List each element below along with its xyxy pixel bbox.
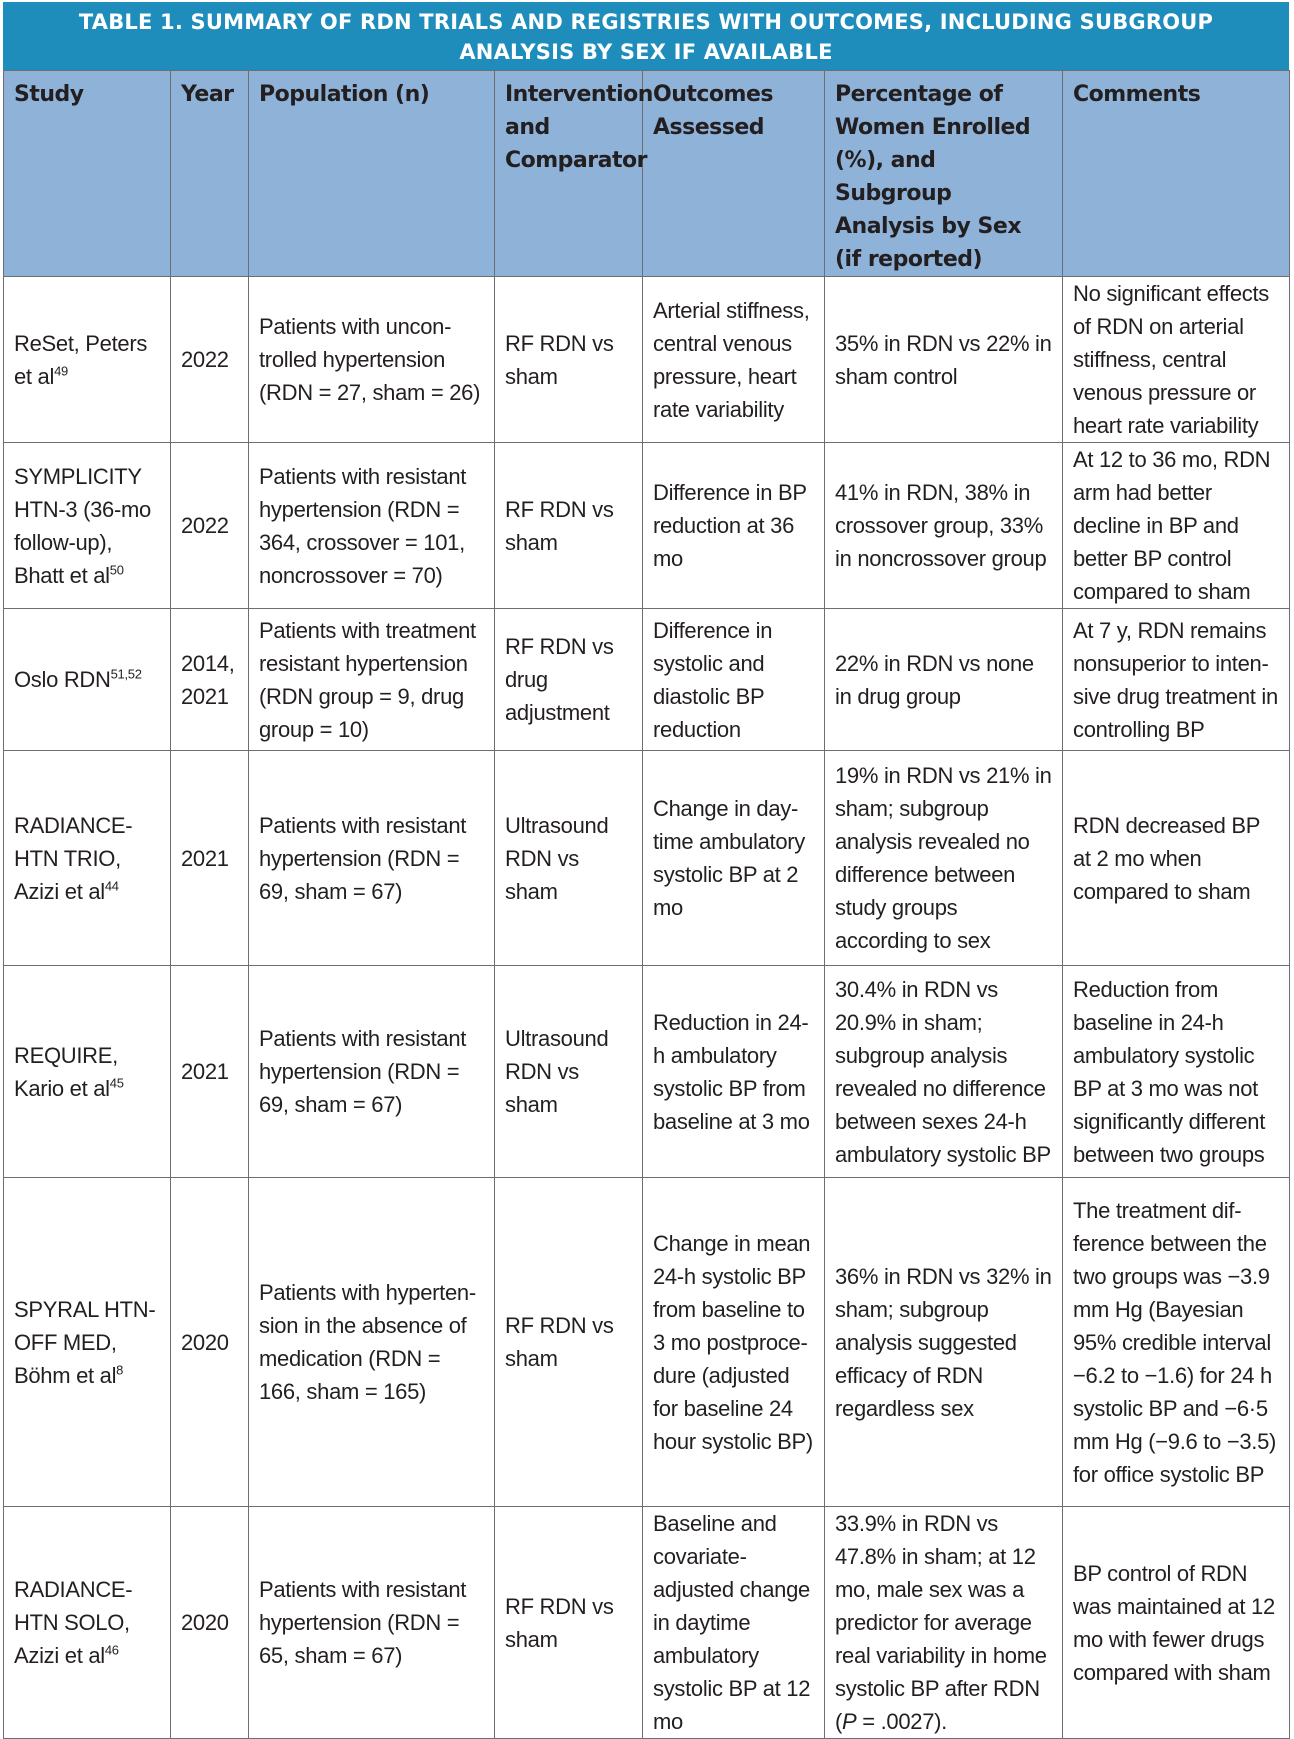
cell-population: Patients with resistant hypertension (RDN = 69, sham = 67) xyxy=(249,751,495,966)
cell-year: 2021 xyxy=(171,966,249,1178)
table-row xyxy=(4,609,1290,751)
cell-outcomes: Reduction in 24-h ambulatory systolic BP from baseline at 3 mo xyxy=(643,966,825,1178)
study-name: SPYRAL HTN-OFF MED, Böhm et al xyxy=(14,1296,156,1388)
study-name: Oslo RDN xyxy=(14,667,111,692)
cell-year: 2021 xyxy=(171,751,249,966)
cell-year: 2022 xyxy=(171,443,249,609)
table-row xyxy=(4,1507,1290,1739)
p-value-symbol: P xyxy=(842,1709,857,1734)
cell-women: 22% in RDN vs none in drug group xyxy=(825,609,1063,751)
study-name: SYMPLICITY HTN-3 (36-mo follow-up), Bhatt et al xyxy=(14,463,151,588)
cell-women: 30.4% in RDN vs 20.9% in sham; subgroup analysis revealed no difference between sexes 24-h ambulatory systolic BP xyxy=(825,966,1063,1178)
cell-outcomes: Change in daytime ambulatory systolic BP at 2 mo xyxy=(643,751,825,966)
table-title: TABLE 1. SUMMARY OF RDN TRIALS AND REGISTRIES WITH OUTCOMES, INCLUDING SUBGROUP ANALYSIS BY SEX IF AVAILABLE xyxy=(3,2,1289,70)
cell-women: 35% in RDN vs 22% in sham control xyxy=(825,277,1063,443)
header-year: Year xyxy=(171,71,249,277)
cell-women: 19% in RDN vs 21% in sham; subgroup analysis revealed no difference between study groups according to sex xyxy=(825,751,1063,966)
cell-population: Patients with hypertension in the absence of medication (RDN = 166, sham = 165) xyxy=(249,1178,495,1507)
cell-intervention: Ultrasound RDN vs sham xyxy=(495,751,643,966)
header-study: Study xyxy=(4,71,171,277)
cell-study xyxy=(4,751,171,966)
cell-comments: No significant effects of RDN on arterial stiffness, central venous pressure or heart rate variability xyxy=(1063,277,1290,443)
reference-number: 44 xyxy=(104,878,119,894)
cell-study xyxy=(4,277,171,443)
cell-study xyxy=(4,1507,171,1739)
table-row xyxy=(4,751,1290,966)
cell-intervention: Ultrasound RDN vs sham xyxy=(495,966,643,1178)
header-women: Percentage of Women Enrolled (%), and Subgroup Analysis by Sex (if reported) xyxy=(825,71,1063,277)
cell-population: Patients with resistant hypertension (RDN = 69, sham = 67) xyxy=(249,966,495,1178)
cell-outcomes: Baseline and covariate-adjusted change in daytime ambulatory systolic BP at 12 mo xyxy=(643,1507,825,1739)
header-intervention: Intervention and Comparator xyxy=(495,71,643,277)
reference-number: 49 xyxy=(54,363,68,379)
cell-study xyxy=(4,609,171,751)
cell-population: Patients with treatment resistant hypertension (RDN group = 9, drug group = 10) xyxy=(249,609,495,751)
cell-intervention: RF RDN vs drug adjustment xyxy=(495,609,643,751)
table-row xyxy=(4,966,1290,1178)
cell-year: 2014, 2021 xyxy=(171,609,249,751)
cell-outcomes: Difference in systolic and diastolic BP reduction xyxy=(643,609,825,751)
reference-number: 46 xyxy=(104,1642,119,1658)
study-name: ReSet, Peters et al xyxy=(14,330,148,389)
rdn-trials-table xyxy=(3,70,1290,1739)
table-container xyxy=(3,2,1289,1739)
cell-year: 2020 xyxy=(171,1507,249,1739)
study-name: RADIANCE-HTN TRIO, Azizi et al xyxy=(14,812,133,904)
cell-intervention: RF RDN vs sham xyxy=(495,1507,643,1739)
table-row xyxy=(4,1178,1290,1507)
cell-population: Patients with resistant hypertension (RDN = 65, sham = 67) xyxy=(249,1507,495,1739)
cell-population: Patients with uncontrolled hypertension (RDN = 27, sham = 26) xyxy=(249,277,495,443)
cell-comments: BP control of RDN was maintained at 12 mo with fewer drugs compared with sham xyxy=(1063,1507,1290,1739)
table-row xyxy=(4,443,1290,609)
header-row xyxy=(4,71,1290,277)
cell-comments: The treatment difference between the two groups was −3.9 mm Hg (Bayesian 95% credible interval −6.2 to −1.6) for 24 h systolic BP and −6·5 mm Hg (−9.6 to −3.5) for office systolic BP xyxy=(1063,1178,1290,1507)
reference-number: 8 xyxy=(116,1362,124,1378)
reference-number: 45 xyxy=(109,1075,124,1091)
cell-intervention: RF RDN vs sham xyxy=(495,1178,643,1507)
women-text: 33.9% in RDN vs 47.8% in sham; at 12 mo, male sex was a predictor for average real variability in home systolic BP after RDN ( xyxy=(835,1511,1047,1734)
cell-study xyxy=(4,966,171,1178)
cell-women: 36% in RDN vs 32% in sham; subgroup analysis suggested efficacy of RDN regardless sex xyxy=(825,1178,1063,1507)
header-outcomes: Outcomes Assessed xyxy=(643,71,825,277)
cell-comments: RDN decreased BP at 2 mo when compared to sham xyxy=(1063,751,1290,966)
table-row xyxy=(4,277,1290,443)
cell-outcomes: Difference in BP reduction at 36 mo xyxy=(643,443,825,609)
header-population: Population (n) xyxy=(249,71,495,277)
header-comments: Comments xyxy=(1063,71,1290,277)
study-name: RADIANCE-HTN SOLO, Azizi et al xyxy=(14,1577,133,1668)
cell-year: 2020 xyxy=(171,1178,249,1507)
cell-women xyxy=(825,1507,1063,1739)
cell-comments: At 7 y, RDN remains nonsuperior to intensive drug treatment in controlling BP xyxy=(1063,609,1290,751)
cell-intervention: RF RDN vs sham xyxy=(495,277,643,443)
cell-study xyxy=(4,443,171,609)
reference-number: 50 xyxy=(109,562,124,578)
cell-outcomes: Arterial stiffness, central venous pressure, heart rate variability xyxy=(643,277,825,443)
reference-number: 51,52 xyxy=(110,666,142,682)
cell-outcomes: Change in mean 24-h systolic BP from baseline to 3 mo postprocedure (adjusted for baseline 24 hour systolic BP) xyxy=(643,1178,825,1507)
cell-year: 2022 xyxy=(171,277,249,443)
cell-women: 41% in RDN, 38% in crossover group, 33% in noncrossover group xyxy=(825,443,1063,609)
women-text-end: = .0027). xyxy=(856,1709,947,1734)
cell-population: Patients with resistant hypertension (RDN = 364, crossover = 101, noncrossover = 70) xyxy=(249,443,495,609)
cell-comments: Reduction from baseline in 24-h ambulatory systolic BP at 3 mo was not significantly different between two groups xyxy=(1063,966,1290,1178)
study-name: REQUIRE, Kario et al xyxy=(14,1042,118,1101)
cell-comments: At 12 to 36 mo, RDN arm had better decline in BP and better BP control compared to sham xyxy=(1063,443,1290,609)
cell-study xyxy=(4,1178,171,1507)
cell-intervention: RF RDN vs sham xyxy=(495,443,643,609)
